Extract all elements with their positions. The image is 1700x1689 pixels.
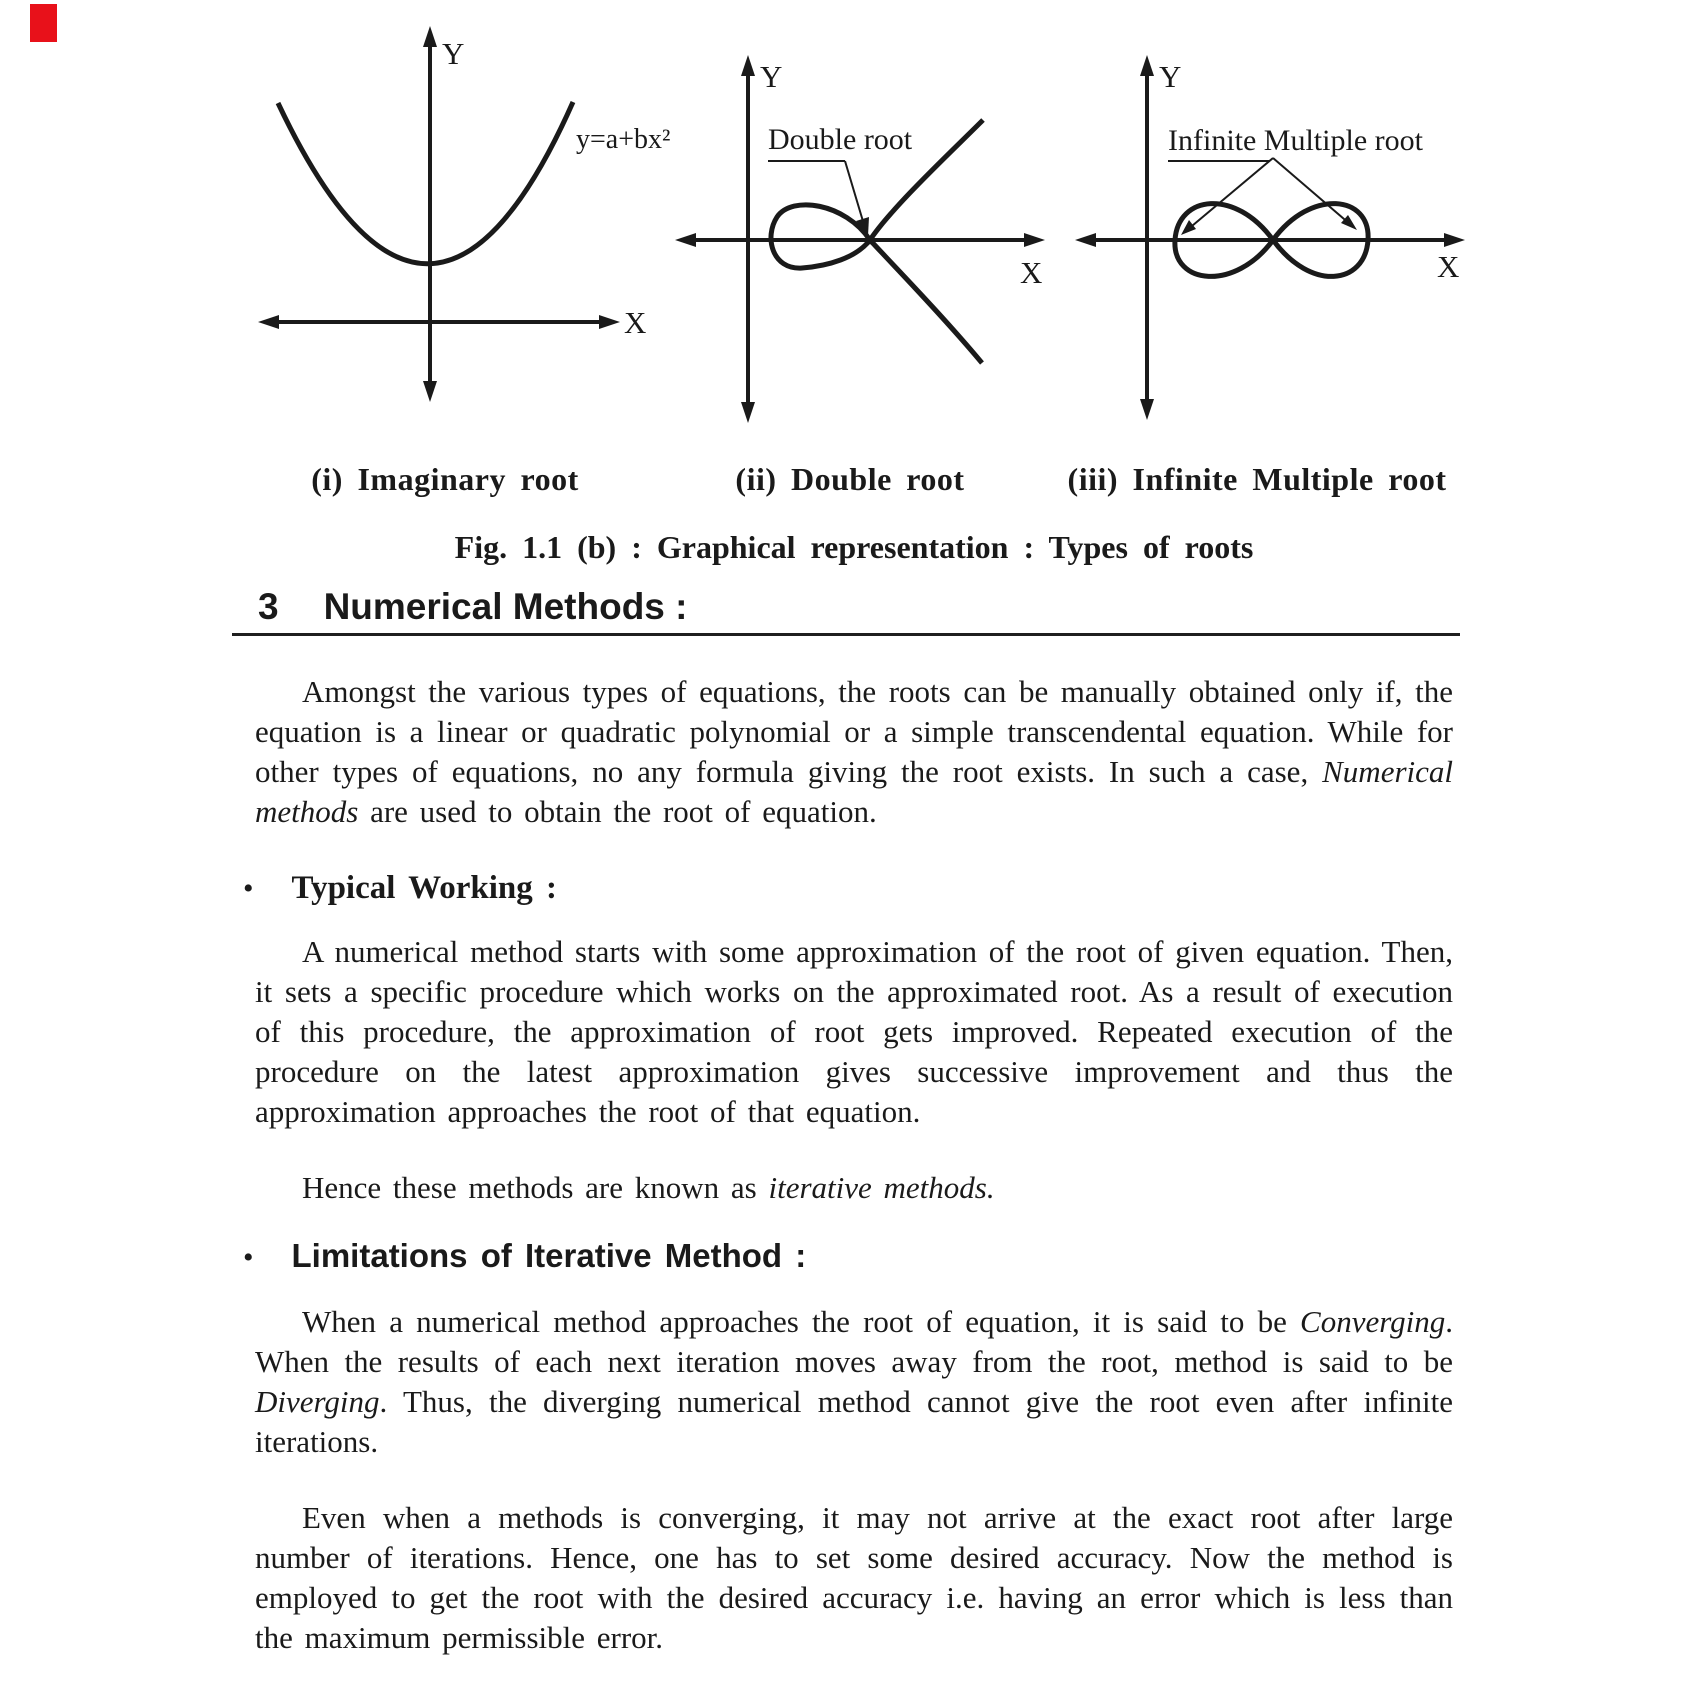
y-axis-label: Y bbox=[760, 59, 783, 94]
annotation-right-arrow-line bbox=[1273, 158, 1351, 225]
infinite-multiple-root-annotation: Infinite Multiple root bbox=[1168, 124, 1423, 157]
y-axis-up-arrow-icon bbox=[1140, 55, 1154, 76]
curve-equation-label: y=a+bx² bbox=[576, 124, 671, 155]
caption-infinite-multiple-root: (iii) Infinite Multiple root bbox=[1067, 461, 1447, 497]
section-heading bbox=[258, 586, 1458, 628]
paragraph-intro: Amongst the various types of equations, the roots can be manually obtained only if, the equation is a linear or quadratic polynomial or a simple transcendental equation. While for other types of equations, no any formula giving the root exists. In such a case, Numerical methods are used to obtain the root of equation. bbox=[255, 674, 1453, 829]
y-axis-down-arrow-icon bbox=[741, 402, 755, 423]
annotation-left-arrow-line bbox=[1186, 158, 1273, 231]
section-title: Numerical Methods : bbox=[323, 586, 688, 627]
bullet-icon: • bbox=[243, 1241, 254, 1274]
paragraph-accuracy: Even when a methods is converging, it may not arrive at the exact root after large number of iterations. Hence, one has to set some desired accuracy. Now the method is employed to get the root with the desired accuracy i.e. having an error which is less than the maximum permissible error. bbox=[255, 1500, 1453, 1655]
y-axis-label: Y bbox=[442, 36, 465, 71]
red-edge-mark bbox=[30, 4, 57, 42]
section-heading-rule bbox=[232, 633, 1460, 636]
bullet-typical-working-label: Typical Working : bbox=[291, 870, 558, 906]
y-axis-up-arrow-icon bbox=[423, 26, 437, 47]
paragraph-typical-working: A numerical method starts with some approximation of the root of given equation. Then, it sets a specific procedure which works on the approximated root. As a result of execution of this procedure, the approximation of root gets improved. Repeated execution of the procedure on the latest approximation gives successive improvement and thus the approximation approaches the root of that equation. bbox=[255, 934, 1453, 1129]
x-axis-label: X bbox=[624, 305, 647, 340]
parabola-curve bbox=[278, 102, 573, 264]
y-axis-up-arrow-icon bbox=[741, 55, 755, 76]
caption-double-root: (ii) Double root bbox=[735, 461, 965, 497]
figure-imaginary-root bbox=[240, 20, 700, 420]
paragraph-converging-diverging: When a numerical method approaches the root of equation, it is said to be Converging. When the results of each next iteration moves away from the root, method is said to be Diverging. Thus, the diverging numerical method cannot give the root even after infinite iterations. bbox=[255, 1304, 1453, 1459]
x-axis-left-arrow-icon bbox=[1075, 233, 1096, 247]
bullet-limitations-label: Limitations of Iterative Method : bbox=[291, 1237, 807, 1274]
figure-main-caption: Fig. 1.1 (b) : Graphical representation : Types of roots bbox=[454, 529, 1254, 565]
y-axis-down-arrow-icon bbox=[1140, 399, 1154, 420]
x-axis-left-arrow-icon bbox=[675, 233, 696, 247]
paragraph-hence: Hence these methods are known as iterative methods. bbox=[302, 1170, 995, 1205]
x-axis-right-arrow-icon bbox=[1444, 233, 1465, 247]
caption-imaginary-root: (i) Imaginary root bbox=[311, 461, 579, 497]
double-root-annotation: Double root bbox=[768, 123, 913, 156]
x-axis-left-arrow-icon bbox=[258, 315, 279, 329]
section-number: 3 bbox=[258, 586, 279, 627]
x-axis-label: X bbox=[1020, 255, 1043, 290]
bullet-typical-working bbox=[243, 870, 557, 906]
y-axis-label: Y bbox=[1159, 59, 1182, 94]
x-axis-label: X bbox=[1437, 249, 1460, 284]
y-axis-down-arrow-icon bbox=[423, 381, 437, 402]
bullet-icon: • bbox=[243, 872, 254, 905]
x-axis-right-arrow-icon bbox=[599, 315, 620, 329]
annotation-left-arrowhead-icon bbox=[1181, 220, 1196, 235]
bullet-limitations bbox=[243, 1238, 806, 1274]
figure-infinite-multiple-root bbox=[985, 45, 1485, 435]
